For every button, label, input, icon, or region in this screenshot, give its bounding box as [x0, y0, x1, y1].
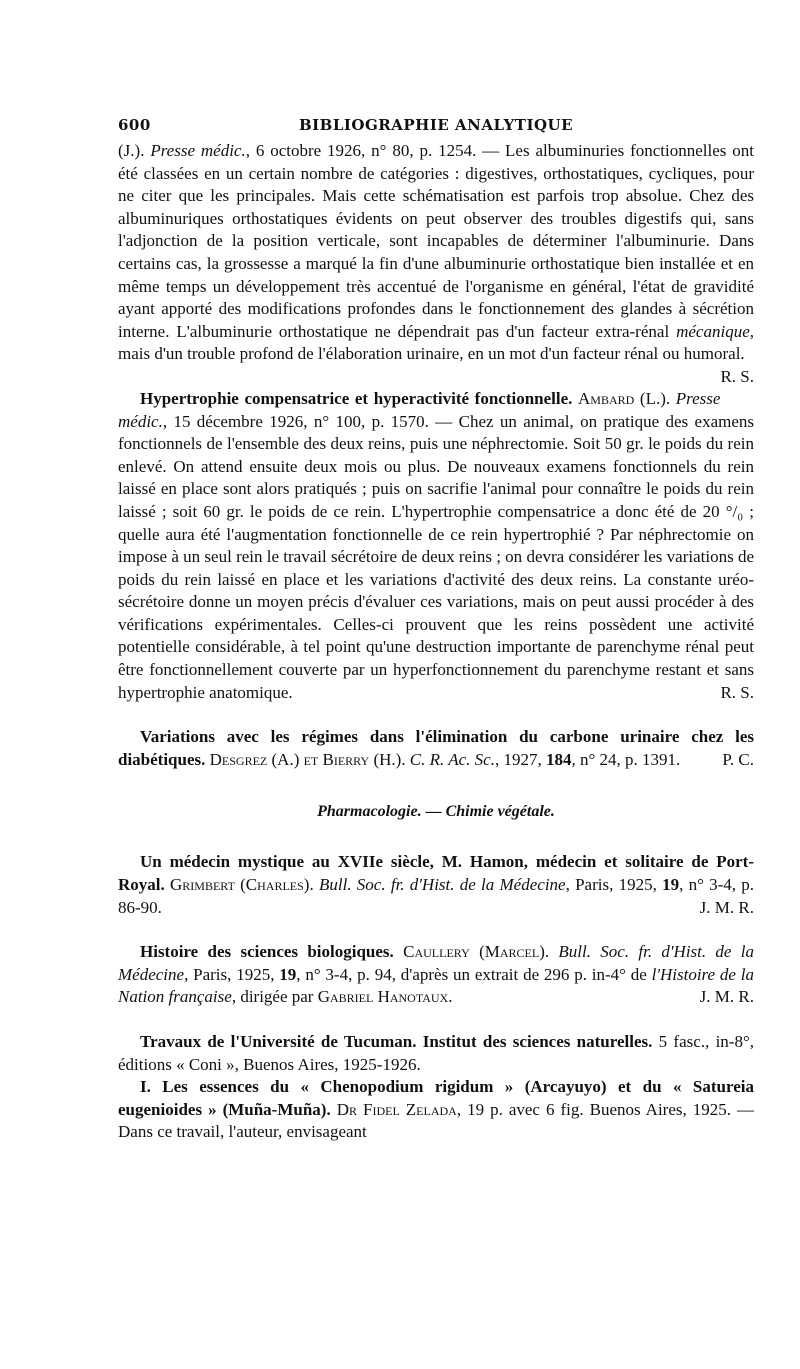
- entry-medecin-mystique: [118, 851, 754, 919]
- article-title: Un médecin mystique au XVIIe siècle, M. Hamon, médecin et solitaire de Port-Royal.: [118, 852, 754, 895]
- entry-histoire-sciences: [118, 941, 754, 1009]
- entry-text: , n° 3-4, p. 94, d'après un extrait de 296 p. in-4° de: [296, 964, 652, 984]
- entry-year: , 1927,: [494, 749, 546, 769]
- entry-place-year: , Paris, 1925,: [184, 964, 280, 984]
- article-title: I. Les essences du « Chenopodium rigidum » (Arcayuyo) et du « Satureia eugenioides » (Muña-Muña).: [118, 1077, 754, 1119]
- journal-name: Presse médic.: [150, 141, 246, 160]
- article-title: Variations avec les régimes dans l'élimination du carbone urinaire chez les diabétiques.: [118, 727, 754, 769]
- entry-variations-regimes: [118, 726, 754, 771]
- entry-albuminuries: [118, 140, 754, 386]
- journal-name: C. R. Ac. Sc.: [409, 749, 495, 769]
- section-heading: Pharmacologie. — Chimie végétale.: [317, 803, 555, 821]
- entry-place-year: , Paris, 1925,: [565, 875, 663, 895]
- article-title: Hypertrophie compensatrice et hyperactivité fonctionnelle.: [140, 388, 573, 408]
- running-title: BIBLIOGRAPHIE ANALYTIQUE: [298, 116, 574, 134]
- entry-lead: (J.).: [118, 141, 151, 160]
- author-name: Dr Fidel Zelada,: [330, 1099, 462, 1119]
- page-body: [118, 116, 754, 1144]
- running-head: [118, 116, 754, 138]
- entry-text-end: , mais d'un trouble profond de l'élaboration urinaire, en un mot d'un facteur rénal ou humoral.: [118, 321, 754, 364]
- page-number: 600: [118, 116, 151, 134]
- volume-number: 19: [279, 964, 297, 984]
- volume-number: 19: [662, 875, 680, 895]
- reviewer-signature: J. M. R.: [699, 987, 754, 1007]
- emphasis-word: mécanique: [676, 321, 750, 341]
- entry-hypertrophie: [118, 388, 754, 704]
- entry-tucuman: [118, 1031, 754, 1076]
- article-title: Histoire des sciences biologiques.: [140, 942, 394, 962]
- entry-text: , n° 24, p. 1391.: [571, 749, 681, 769]
- reviewer-signature: J. M. R.: [699, 897, 754, 917]
- entry-text: 19 p. avec 6 fig. Buenos Aires, 1925. — Dans ce travail, l'auteur, envisageant: [118, 1099, 754, 1142]
- entry-text: , 15 décembre 1926, n° 100, p. 1570. — Chez un animal, on pratique des examens fonctionnels de l'ensemble des deux reins, puis une néphrectomie. Soit 50 gr. le poids du rein enlevé. On attend ensuite deux mois ou plus. De nouveaux examens fonctionnels du rein laissé en place sont alors pratiqués ; puis on sacrifie l'animal pour connaître le poids du rein laissé ; soit 60 gr. le poids de ce rein. L'hypertrophie compensatrice a donc été de 20 °/₀ ; quelle aura été l'augmentation fonctionnelle de ce rein hypertrophié ? Par néphrectomie on impose à un seul rein le travail sécrétoire de deux reins ; on devra considérer les variations de poids du rein laissé en place et les variations d'activité des deux reins. La constante uréo-sécrétoire donne un moyen précis d'évaluer ces variations, mais on peut aussi procéder à des vérifications expérimentales. Celles-ci prouvent que les reins possèdent une activité potentielle considérable, à tel point qu'une destruction importante de parenchyme rénal peut être fonctionnellement couverte par un hyperfonctionnement du parenchyme restant et sans hypertrophie anatomique.: [118, 411, 754, 702]
- reviewer-signature: R. S.: [720, 366, 754, 386]
- book-title: l'Histoire de la Nation française: [118, 964, 754, 1007]
- journal-name: Presse médic.: [118, 388, 721, 431]
- article-title: Travaux de l'Université de Tucuman. Institut des sciences naturelles.: [140, 1032, 653, 1051]
- entry-text-by: , dirigée par: [231, 987, 318, 1007]
- reviewer-signature: P. C.: [722, 749, 754, 769]
- entry-text: 5 fasc., in-8°, éditions « Coni », Buenos Aires, 1925-1926.: [118, 1032, 754, 1074]
- reviewer-signature: R. S.: [720, 682, 754, 702]
- journal-name: Bull. Soc. fr. d'Hist. de la Médecine: [318, 875, 566, 895]
- author-name: Caullery (Marcel).: [403, 942, 550, 962]
- author-name: Ambard (L.).: [578, 388, 671, 408]
- entry-text: , n° 3-4, p. 86-90.: [118, 875, 755, 917]
- journal-name: Bull. Soc. fr. d'Hist. de la Médecine: [118, 942, 755, 984]
- author-name: Grimbert (Charles).: [170, 875, 314, 895]
- entry-chenopodium: [118, 1076, 754, 1144]
- volume-number: 184: [545, 749, 572, 769]
- entry-text: , 6 octobre 1926, n° 80, p. 1254. — Les albuminuries fonctionnelles ont été classées en un certain nombre de catégories : digestives, orthostatiques, cycliques, pour ne citer que les principales. Mais cette schématisation est parfois trop absolue. Chez des albuminuriques orthostatiques évidents on peut observer des troubles digestifs qui, sans l'adjonction de la position verticale, sont incapables de déterminer l'albuminurie. Dans certains cas, la grossesse a marqué la fin d'une albuminurie orthostatique bien installée et en même temps un développement très accentué de l'organisme en général, l'état de gravidité ayant apporté des modifications profondes dans le fonctionnement des glandes à sécrétion interne. L'albuminurie orthostatique ne dépendrait pas d'un facteur extra-rénal: [118, 141, 754, 341]
- author-names: Desgrez (A.) et Bierry (H.).: [209, 749, 406, 769]
- director-name: Gabriel Hanotaux.: [317, 987, 453, 1007]
